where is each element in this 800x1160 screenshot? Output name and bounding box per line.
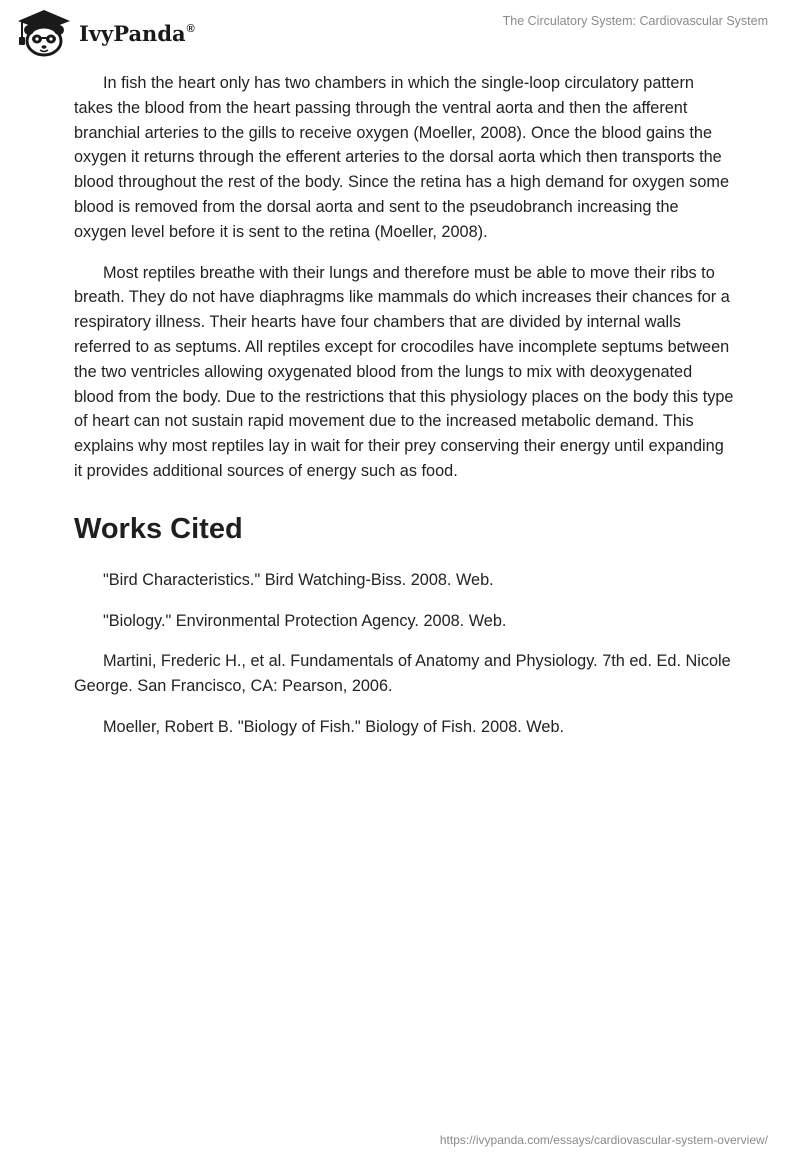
brand-name: IvyPanda® bbox=[79, 20, 195, 46]
panda-graduate-icon bbox=[14, 7, 74, 57]
citation-entry: Moeller, Robert B. "Biology of Fish." Biology of Fish. 2008. Web. bbox=[103, 717, 565, 736]
source-url[interactable]: https://ivypanda.com/essays/cardiovascular-system-overview/ bbox=[439, 1133, 768, 1147]
citation-entry: Martini, Frederic H., et al. Fundamentals of Anatomy and Physiology. 7th ed. Ed. Nicole George. San Francisco, CA: Pearson, 2006. bbox=[74, 652, 731, 696]
citation-entry: "Biology." Environmental Protection Agency. 2008. Web. bbox=[103, 611, 507, 630]
works-cited-heading: Works Cited bbox=[74, 512, 243, 545]
document-title: The Circulatory System: Cardiovascular System bbox=[502, 14, 768, 28]
essay-content bbox=[74, 71, 734, 756]
page-header bbox=[0, 0, 800, 64]
ivypanda-logo[interactable] bbox=[14, 7, 195, 57]
body-paragraph: In fish the heart only has two chambers in which the single-loop circulatory pattern takes the blood from the heart passing through the ventral aorta and then the afferent branchial arteries to the gills to receive oxygen (Moeller, 2008). Once the blood gains the oxygen it returns through the efferent arteries to the dorsal aorta which then transports the blood throughout the rest of the body. Since the retina has a high demand for oxygen some blood is removed from the dorsal aorta and sent to the pseudobranch increasing the oxygen level before it is sent to the retina (Moeller, 2008). bbox=[74, 74, 729, 241]
citation-entry: "Bird Characteristics." Bird Watching-Biss. 2008. Web. bbox=[103, 570, 494, 589]
body-paragraph: Most reptiles breathe with their lungs and therefore must be able to move their ribs to breath. They do not have diaphragms like mammals do which increases their chances for a respiratory illness. Their hearts have four chambers that are divided by internal walls referred to as septums. All reptiles except for crocodiles have incomplete septums between the two ventricles allowing oxygenated blood from the lungs to mix with deoxygenated blood from the body. Due to the restrictions that this physiology places on the body this type of heart can not sustain rapid movement due to the increased metabolic demand. This explains why most reptiles lay in wait for their prey conserving their energy until expanding it provides additional sources of energy such as food. bbox=[74, 263, 734, 480]
